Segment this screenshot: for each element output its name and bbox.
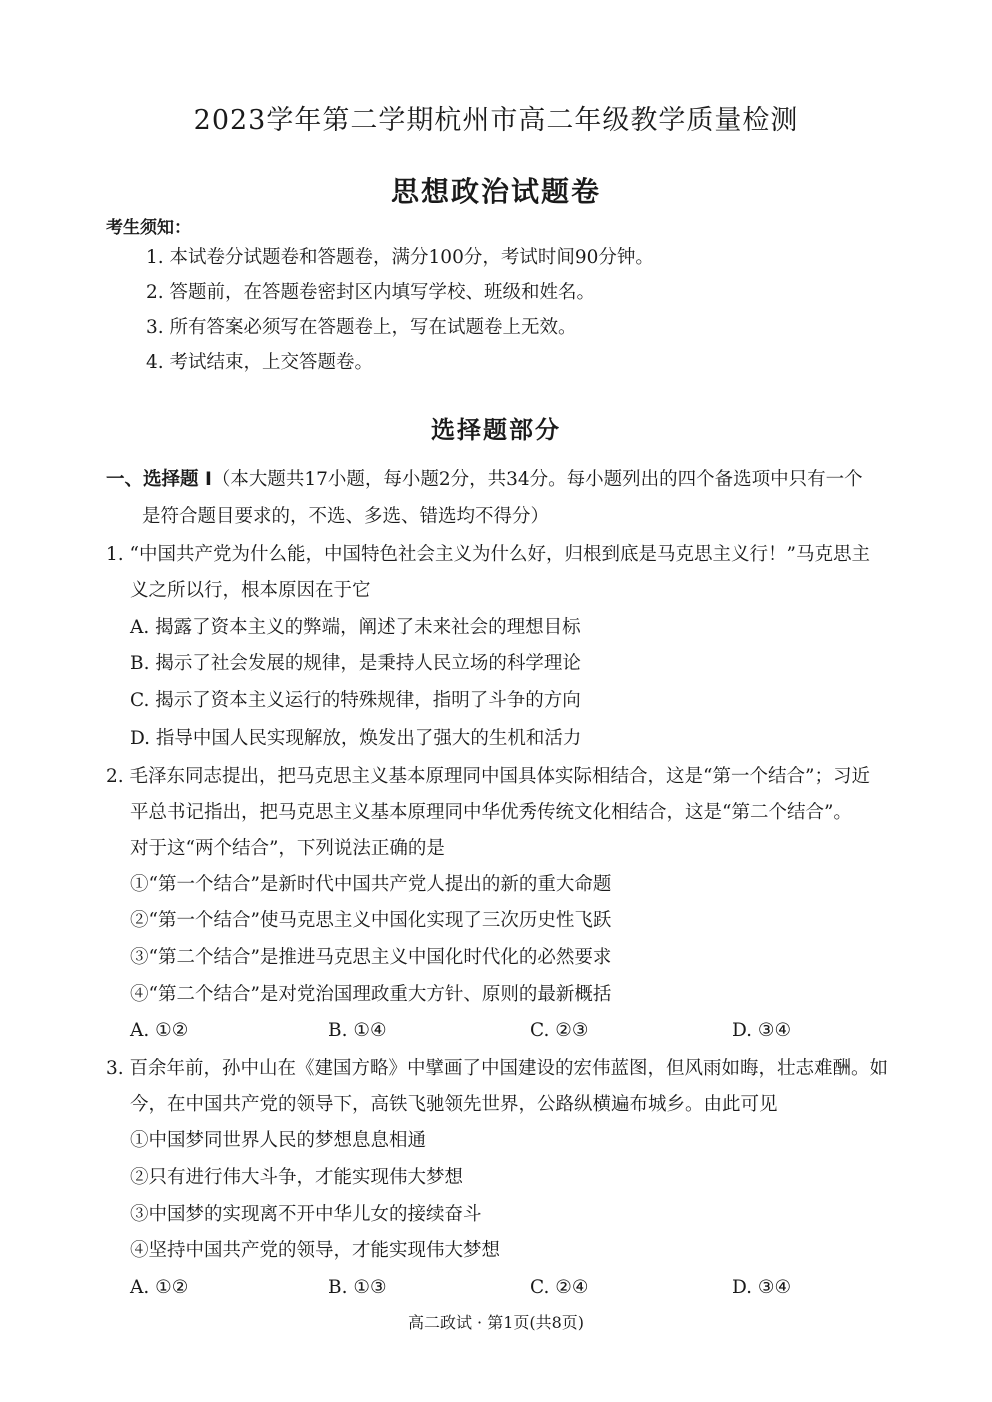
choice-c: C. ②④ [530,1277,589,1298]
question-1-option-a: A. 揭露了资本主义的弊端，阐述了未来社会的理想目标 [130,617,581,638]
notice-item: 3. 所有答案必须写在答题卷上，写在试题卷上无效。 [146,317,577,338]
choice-d: D. ③④ [732,1020,792,1041]
question-3-stem-cont: 今，在中国共产党的领导下，高铁飞驰领先世界，公路纵横遍布城乡。由此可见 [130,1094,778,1115]
question-3-statement-2: ②只有进行伟大斗争，才能实现伟大梦想 [130,1167,464,1188]
exam-subtitle: 思想政治试题卷 [390,175,601,208]
exam-title: 2023学年第二学期杭州市高二年级教学质量检测 [193,105,799,136]
question-2-stem: 2. 毛泽东同志提出，把马克思主义基本原理同中国具体实际相结合，这是“第一个结合”；习近 [106,766,870,787]
page-footer: 高二政试 · 第1页(共8页) [407,1313,585,1332]
question-2-statement-2: ②“第一个结合”使马克思主义中国化实现了三次历史性飞跃 [130,910,612,931]
notice-item: 1. 本试卷分试题卷和答题卷，满分100分，考试时间90分钟。 [146,247,654,268]
question-2-statement-3: ③“第二个结合”是推进马克思主义中国化时代化的必然要求 [130,947,612,968]
question-2-stem-cont: 平总书记指出，把马克思主义基本原理同中华优秀传统文化相结合，这是“第二个结合”。 [130,802,852,823]
question-2-statement-4: ④“第二个结合”是对党治国理政重大方针、原则的最新概括 [130,984,612,1005]
choice-d: D. ③④ [732,1277,792,1298]
choice-a: A. ①② [130,1020,189,1041]
question-3-statement-4: ④坚持中国共产党的领导，才能实现伟大梦想 [130,1240,501,1261]
question-1-option-c: C. 揭示了资本主义运行的特殊规律，指明了斗争的方向 [130,690,581,711]
choice-b: B. ①④ [328,1020,387,1041]
question-1-option-d: D. 指导中国人民实现解放，焕发出了强大的生机和活力 [130,728,582,749]
question-2-statement-1: ①“第一个结合”是新时代中国共产党人提出的新的重大命题 [130,874,612,895]
part-label: 一、选择题 Ⅰ [106,469,212,490]
part-description: （本大题共17小题，每小题2分，共34分。每小题列出的四个备选项中只有一个 [211,469,863,490]
question-3-statement-1: ①中国梦同世界人民的梦想息息相通 [130,1130,427,1151]
part-heading [106,468,863,492]
choice-b: B. ①③ [328,1277,387,1298]
question-1-stem-cont: 义之所以行，根本原因在于它 [130,580,371,601]
question-3-stem: 3. 百余年前，孙中山在《建国方略》中擘画了中国建设的宏伟蓝图，但风雨如晦，壮志难酬。如 [106,1058,889,1079]
choice-c: C. ②③ [530,1020,589,1041]
notice-heading: 考生须知： [106,218,191,238]
part-description-cont: 是符合题目要求的，不选、多选、错选均不得分） [142,506,550,527]
question-2-choices [130,1019,810,1043]
choice-a: A. ①② [130,1277,189,1298]
question-1-option-b: B. 揭示了社会发展的规律，是秉持人民立场的科学理论 [130,653,581,674]
section-title: 选择题部分 [431,416,561,444]
question-1-stem: 1. “中国共产党为什么能，中国特色社会主义为什么好，归根到底是马克思主义行！”马克思主 [106,544,870,565]
question-3-choices [130,1276,810,1300]
question-2-stem-cont: 对于这“两个结合”，下列说法正确的是 [130,838,445,859]
notice-item: 2. 答题前，在答题卷密封区内填写学校、班级和姓名。 [146,282,596,303]
notice-item: 4. 考试结束，上交答题卷。 [146,352,374,373]
question-3-statement-3: ③中国梦的实现离不开中华儿女的接续奋斗 [130,1204,482,1225]
